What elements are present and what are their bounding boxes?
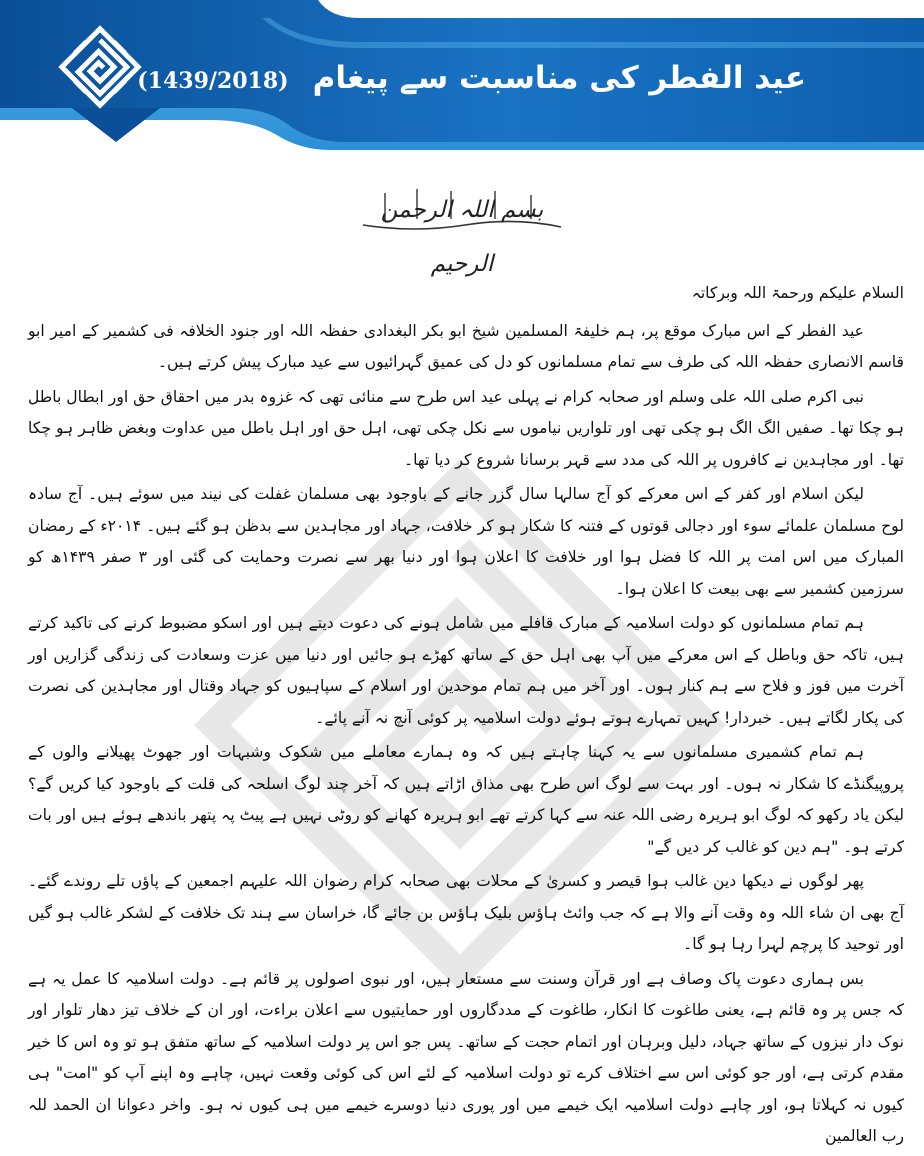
title-text: عید الفطر کی مناسبت سے پیغام	[312, 60, 806, 96]
letter-body	[28, 278, 904, 1156]
paragraph: لیکن اسلام اور کفر کے اس معرکے کو آج سالہا سال گزر جانے کے باوجود بھی مسلمان غفلت کی نیند میں سوئے ہیں۔ آج سادہ لوح مسلمان علمائے سوء اور دجالی قوتوں کے فتنہ کا شکار ہو کر خلافت، جہاد اور مجاہدین سے بدظن ہو گئے ہیں۔ ۲۰۱۴ء کے رمضان المبارک میں اس امت پر اللہ کا فضل ہوا اور خلافت کا اعلان ہوا اور دنیا بھر سے نصرت وحمایت کی گئی اور ۳ صفر ۱۴۳۹ھ کو سرزمین کشمیر سے بھی بیعت کا اعلان ہوا۔	[28, 485, 905, 598]
paragraph: نبی اکرم صلی اللہ علی وسلم اور صحابہ کرام نے پہلی عید اس طرح سے منائی تھی کہ غزوہ بدر میں احقاق حق اور ابطال باطل ہو چکا تھا۔ صفیں الگ الگ ہو چکی تھی اور تلواریں نیاموں سے نکل چکی تھی، اہل حق اور اہل باطل میں عداوت وبغض ظاہر ہو چکا تھا۔ اور مجاہدین نے کافروں پر اللہ کی مدد سے قہر برسانا شروع کر دیا تھا۔	[28, 387, 904, 469]
paragraph: عید الفطر کے اس مبارک موقع پر، ہم خلیفۃ المسلمین شیخ ابو بکر البغدادی حفظہ اللہ اور جنود الخلافہ فی کشمیر کے امیر ابو قاسم الانصاری حفظہ اللہ کی طرف سے تمام مسلمانوں کو دل کی عمیق گہرائیوں سے عید مبارک پیش کرتے ہیں۔	[28, 321, 904, 371]
paragraph: ہم تمام کشمیری مسلمانوں سے یہ کہنا چاہتے ہیں کہ وہ ہمارے معاملے میں شکوک وشبہات اور جھوٹ پھیلانے والوں کے پروپیگنڈے کا شکار نہ ہوں۔ اور بہت سے لوگ اس طرح بھی مذاق اڑاتے ہیں کہ آخر چند لوگ اسلحہ کی قلت کے باوجود کیا کریں گے؟ لیکن یاد رکھو کہ لوگ ابو ہریرہ رضی اللہ عنہ سے کہا کرتے تھے ابو ہریرہ کھانے کو روٹی نہیں ہے پیٹ پہ پتھر باندھے ہوئے ہیں اور بات کرتے ہو۔ "ہم دین کو غالب کر دیں گے"	[28, 743, 904, 856]
greeting: السلام علیکم ورحمۃ اللہ وبرکاتہ	[691, 284, 904, 302]
paragraph: بس ہماری دعوت پاک وصاف ہے اور قرآن وسنت سے مستعار ہیں، اور نبوی اصولوں پر قائم ہے۔ دولت اسلامیہ کا عمل یہ ہے کہ جس پر وہ قائم ہے، یعنی طاغوت کا انکار، طاغوت کے مددگاروں اور حمایتیوں سے اعلان براءت، اور ان کے خلاف تیز دھار تلوار اور نوک دار نیزوں کے ساتھ جہاد، دلیل وبرہان اور اتمام حجت کے ساتھ۔ پس جو اس پر دولت اسلامیہ کے ساتھ متفق ہو تو وہ اس کا خیر مقدم کرتی ہے، اور جو کوئی اس سے اختلاف کرے تو دولت اسلامیہ کے لئے اس کی کوئی وقعت نہیں، چاہے وہ اپنے آپ کو "امت" ہی کیوں نہ کہلاتا ہو، اور چاہے دولت اسلامیہ ایک خیمے میں اور پوری دنیا دوسرے خیمے میں ہی کیوں نہ ہو۔ واخر دعوانا ان الحمد للہ رب العالمین	[28, 969, 904, 1145]
square-kufic-logo-icon	[58, 22, 142, 112]
paragraph: پھر لوگوں نے دیکھا دین غالب ہوا قیصر و کسریٰ کے محلات بھی صحابہ کرام رضوان اللہ علیہم اجمعین کے پاؤں تلے روندے گئے۔ آج بھی ان شاء اللہ وہ وقت آنے والا ہے کہ جب وائٹ ہاؤس بلیک ہاؤس بن جائے گا، خراسان سے ہند تک خلافت کے لشکر غالب ہو گیں اور توحید کا پرچم لہرا رہا ہو گا۔	[28, 872, 904, 953]
header-banner	[0, 0, 924, 150]
paragraph: ہم تمام مسلمانوں کو دولت اسلامیہ کے مبارک قافلے میں شامل ہونے کی دعوت دیتے ہیں اور اسکو مضبوط کرنے کی تاکید کرتے ہیں، تاکہ حق وباطل کے اس معرکے میں آپ بھی اہل حق کے ساتھ کھڑے ہو جائیں اور دنیا میں عزت وسعادت کی زندگی گزاریں اور آخرت میں فوز و فلاح سے ہم کنار ہوں۔ اور آخر میں ہم تمام موحدین اور اسلام کے سپاہیوں کو جہاد وقتال اور مجاہدین کی نصرت کی پکار لگاتے ہیں۔ خبردار! کہیں تمہارے ہوتے ہوئے دولت اسلامیہ پر کوئی آنچ نہ آنے پائے۔	[28, 614, 904, 727]
basmala: بسم اللہ الرحمن الرحیم	[380, 197, 544, 277]
title-date: (1439/2018)	[137, 68, 289, 94]
page-title	[137, 58, 806, 101]
